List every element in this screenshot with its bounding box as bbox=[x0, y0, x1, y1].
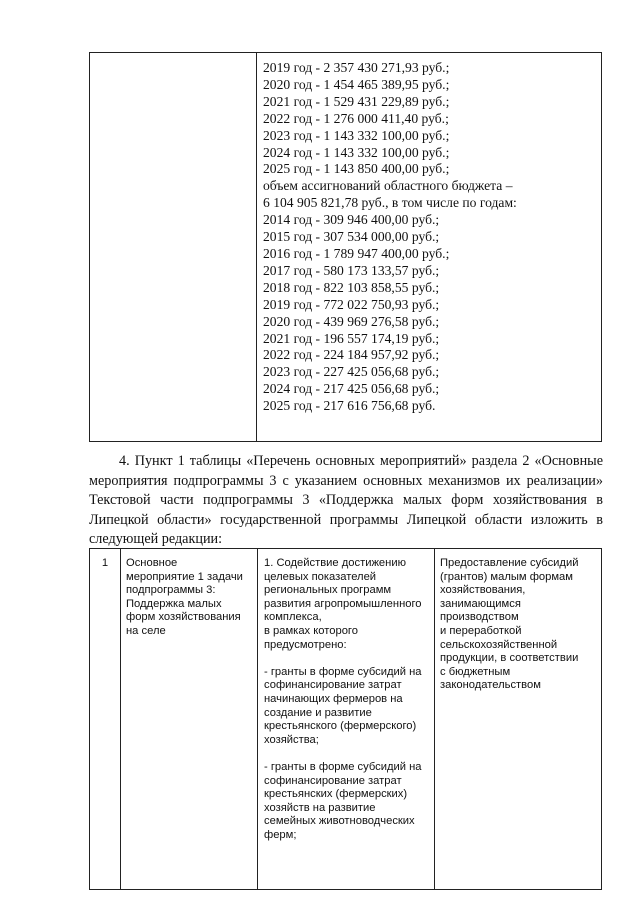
description-line: в рамках которого bbox=[264, 624, 358, 637]
funding-line: 6 104 905 821,78 руб., в том числе по годам: bbox=[263, 195, 517, 211]
funding-line: 2018 год - 822 103 858,55 руб.; bbox=[263, 279, 440, 295]
grant-line: крестьянского (фермерского) bbox=[264, 720, 417, 733]
funding-line: 2022 год - 1 276 000 411,40 руб.; bbox=[263, 110, 449, 126]
grant-line: - гранты в форме субсидий на bbox=[264, 760, 422, 773]
mechanism-cell bbox=[440, 557, 602, 693]
funding-line: 2025 год - 1 143 850 400,00 руб.; bbox=[263, 161, 450, 177]
funding-line: 2014 год - 309 946 400,00 руб.; bbox=[263, 212, 440, 228]
column-divider bbox=[120, 549, 121, 889]
row-number: 1 bbox=[101, 557, 109, 569]
mechanism-line: сельскохозяйственной bbox=[440, 638, 558, 651]
funding-line: 2017 год - 580 173 133,57 руб.; bbox=[263, 262, 440, 278]
activity-line: Поддержка малых bbox=[126, 597, 222, 610]
activity-line: мероприятие 1 задачи bbox=[126, 570, 243, 583]
amendment-paragraph bbox=[89, 452, 603, 550]
activity-line: на селе bbox=[126, 624, 166, 637]
description-line: 1. Содействие достижению bbox=[264, 557, 406, 569]
funding-line: 2020 год - 1 454 465 389,95 руб.; bbox=[263, 76, 450, 92]
grant-line: начинающих фермеров на bbox=[264, 692, 403, 705]
funding-table bbox=[89, 52, 602, 442]
funding-line: объем ассигнований областного бюджета – bbox=[263, 178, 513, 194]
column-divider bbox=[256, 53, 257, 441]
mechanism-line: Предоставление субсидий bbox=[440, 557, 579, 569]
grant-line: хозяйства; bbox=[264, 733, 319, 746]
grant-line: крестьянских (фермерских) bbox=[264, 788, 408, 801]
description-line: развития агропромышленного bbox=[264, 597, 422, 610]
mechanism-line: (грантов) малым формам bbox=[440, 570, 573, 583]
mechanism-line: продукции, в соответствии bbox=[440, 652, 579, 665]
activities-table bbox=[89, 548, 602, 890]
grant-line: софинансирование затрат bbox=[264, 679, 402, 692]
grant-line: хозяйств на развитие bbox=[264, 801, 376, 814]
funding-line: 2023 год - 1 143 332 100,00 руб.; bbox=[263, 127, 450, 143]
description-line: предусмотрено: bbox=[264, 638, 347, 651]
grant-line: семейных животноводческих bbox=[264, 815, 415, 828]
mechanism-line: хозяйствования, bbox=[440, 584, 526, 597]
activity-line: форм хозяйствования bbox=[126, 611, 241, 624]
description-line: целевых показателей bbox=[264, 570, 377, 583]
mechanism-line: и переработкой bbox=[440, 624, 522, 637]
funding-line: 2021 год - 196 557 174,19 руб.; bbox=[263, 330, 440, 346]
funding-line: 2024 год - 1 143 332 100,00 руб.; bbox=[263, 144, 450, 160]
funding-line: 2019 год - 2 357 430 271,93 руб.; bbox=[263, 60, 450, 75]
funding-line: 2021 год - 1 529 431 229,89 руб.; bbox=[263, 93, 450, 109]
funding-line: 2022 год - 224 184 957,92 руб.; bbox=[263, 347, 440, 363]
funding-line: 2016 год - 1 789 947 400,00 руб.; bbox=[263, 245, 450, 261]
grant-line: - гранты в форме субсидий на bbox=[264, 665, 422, 678]
description-line: региональных программ bbox=[264, 584, 392, 597]
mechanism-line: законодательством bbox=[440, 679, 541, 692]
mechanism-line: с бюджетным bbox=[440, 665, 511, 678]
funding-line: 2025 год - 217 616 756,68 руб. bbox=[263, 398, 436, 414]
paragraph-text: 4. Пункт 1 таблицы «Перечень основных мероприятий» раздела 2 «Основные мероприятия подпрограммы 3 с указанием основных механизмов их реализации» Текстовой части подпрограммы 3 «Поддержка малых форм хозяйствования в Липецкой области» государственной программы Липецкой области изложить в следующей редакции: bbox=[89, 453, 603, 548]
column-divider bbox=[257, 549, 258, 889]
activity-line: подпрограммы 3: bbox=[126, 584, 216, 597]
grant-line: создание и развитие bbox=[264, 706, 372, 719]
grant-line: софинансирование затрат bbox=[264, 774, 402, 787]
funding-line: 2019 год - 772 022 750,93 руб.; bbox=[263, 296, 440, 312]
description-line: комплекса, bbox=[264, 611, 322, 624]
funding-line: 2015 год - 307 534 000,00 руб.; bbox=[263, 229, 440, 245]
activity-line: Основное bbox=[126, 557, 178, 569]
activity-cell bbox=[126, 557, 254, 639]
mechanism-line: занимающимся bbox=[440, 597, 521, 610]
funding-line: 2020 год - 439 969 276,58 руб.; bbox=[263, 313, 440, 329]
funding-line: 2024 год - 217 425 056,68 руб.; bbox=[263, 381, 440, 397]
funding-line: 2023 год - 227 425 056,68 руб.; bbox=[263, 364, 440, 380]
funding-lines bbox=[263, 60, 517, 415]
mechanism-line: производством bbox=[440, 611, 519, 624]
description-cell bbox=[264, 557, 436, 842]
grant-line: ферм; bbox=[264, 828, 297, 841]
